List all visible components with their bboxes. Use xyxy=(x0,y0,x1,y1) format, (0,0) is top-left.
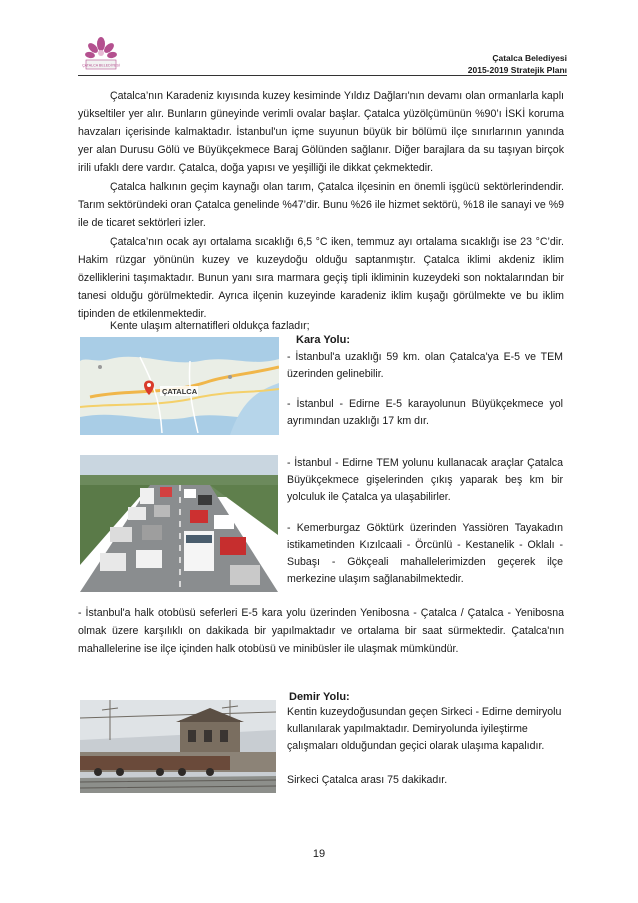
demir-yolu-duration: Sirkeci Çatalca arası 75 dakikadır. xyxy=(287,774,448,786)
page-number: 19 xyxy=(312,848,326,860)
road-map-image xyxy=(80,337,279,435)
page-header xyxy=(78,34,567,78)
kara-yolu-distance: - İstanbul'a uzaklığı 59 km. olan Çatalca'ya E-5 ve TEM üzerinden gelinebilir. xyxy=(287,351,563,380)
traffic-graphic xyxy=(80,455,278,592)
header-municipality: Çatalca Belediyesi xyxy=(492,53,567,63)
map-label: ÇATALCA xyxy=(162,387,198,396)
paragraph-bus-service: - İstanbul'a halk otobüsü seferleri E-5 kara yolu üzerinden Yenibosna - Çatalca / Çatalca - Yenibosna olmak üzere karşılıklı on dakikada bir yapılmaktadır ve ortalama bir saat sürmektedir. Çatalca'nın mahallelerine ise ilçe içinden halk otobüsü ve minibüsler ile ulaşmak mümkündür. xyxy=(78,607,564,655)
kara-yolu-e5: - İstanbul - Edirne E-5 karayolunun Büyükçekmece yol ayrımından uzaklığı 17 km dır. xyxy=(287,398,563,427)
map-graphic xyxy=(80,337,279,435)
kara-yolu-kemerburgaz: - Kemerburgaz Göktürk üzerinden Yassiören Tayakadın istikametinden Kızılcaali - Örcünlü - Kestanelik - Oklalı - Subaşı - Gökçeali mahallelerimizden geçerek ilçe merkezine ulaşım sağlanabilmektedir. xyxy=(287,522,563,585)
paragraph-economy: Çatalca halkının geçim kaynağı olan tarım, Çatalca ilçesinin en önemli işgücü sektörlerindendir. Tarım sektöründeki oran Çatalca genelinde %47’dir. Bunu %26 ile hizmet sektörü, %18 ile sanayi ve %9 ile de ticaret sektörleri izler. xyxy=(78,181,564,229)
paragraph-climate: Çatalca’nın ocak ayı ortalama sıcaklığı 6,5 °C iken, temmuz ayı ortalama sıcaklığı ise 23 °C’dir. Hakim rüzgar yönünün kuzey ve kuzeydoğu olduğu saptanmıştır. Çatalca iklimi akdeniz iklim özelliklerini taşımaktadır. Bunun yanı sıra marmara geçiş tipli ikliminin kuzeydeki son noktalarından bir tanesi olduğu görülmektedir. Ayrıca ilçenin kuzeyinde karadeniz iklim kuşağı görülmekte ve bu iklim tipinden de etkilenmektedir. xyxy=(78,236,564,320)
municipality-logo xyxy=(78,34,124,74)
train-graphic xyxy=(80,700,276,793)
demir-yolu-heading: Demir Yolu: xyxy=(289,691,350,703)
header-plan-title: 2015-2019 Stratejik Planı xyxy=(467,65,567,75)
header-rule xyxy=(78,75,567,76)
kara-yolu-tem: - İstanbul - Edirne TEM yolunu kullanacak araçlar Çatalca Büyükçekmece gişelerinden çıkış yaparak beş km bir yolculuk ile Çatalca ya ulaşabilirler. xyxy=(287,457,563,503)
demir-yolu-description: Kentin kuzeydoğusundan geçen Sirkeci - Edirne demiryolu kullanılarak yapılmaktadır. Demiryolunda iyileştirme çalışmaları olduğundan geçici olarak ulaşıma kapalıdır. xyxy=(287,706,562,752)
header-title-block xyxy=(468,52,567,76)
kara-yolu-heading: Kara Yolu: xyxy=(296,334,350,346)
train-station-photo xyxy=(80,700,276,793)
logo-text: ÇATALCA BELEDİYESİ xyxy=(82,63,120,68)
paragraph-geography: Çatalca’nın Karadeniz kıyısında kuzey kesiminde Yıldız Dağları'nın devamı olan ormanlarla kaplı yükseltiler yer alır. Bunların güneyinde verimli ovalar başlar. Çatalca yüzölçümünün %90’ı İSKİ koruma havzaları içerisinde kalmaktadır. İstanbul'un içme suyunun büyük bir bölümü ilçe sınırlarının yanında yer alan Durusu Gölü ve Büyükçekmece Baraj Gölünden sağlanır. Diğer barajlara da su taşıyan birçok irili ufaklı dere vardır. Çatalca, doğa yapısı ve yeşilliği ile dikkat çekmektedir. xyxy=(78,90,564,174)
paragraph-transport-intro: Kente ulaşım alternatifleri oldukça fazladır; xyxy=(110,320,310,332)
traffic-photo xyxy=(80,455,278,592)
